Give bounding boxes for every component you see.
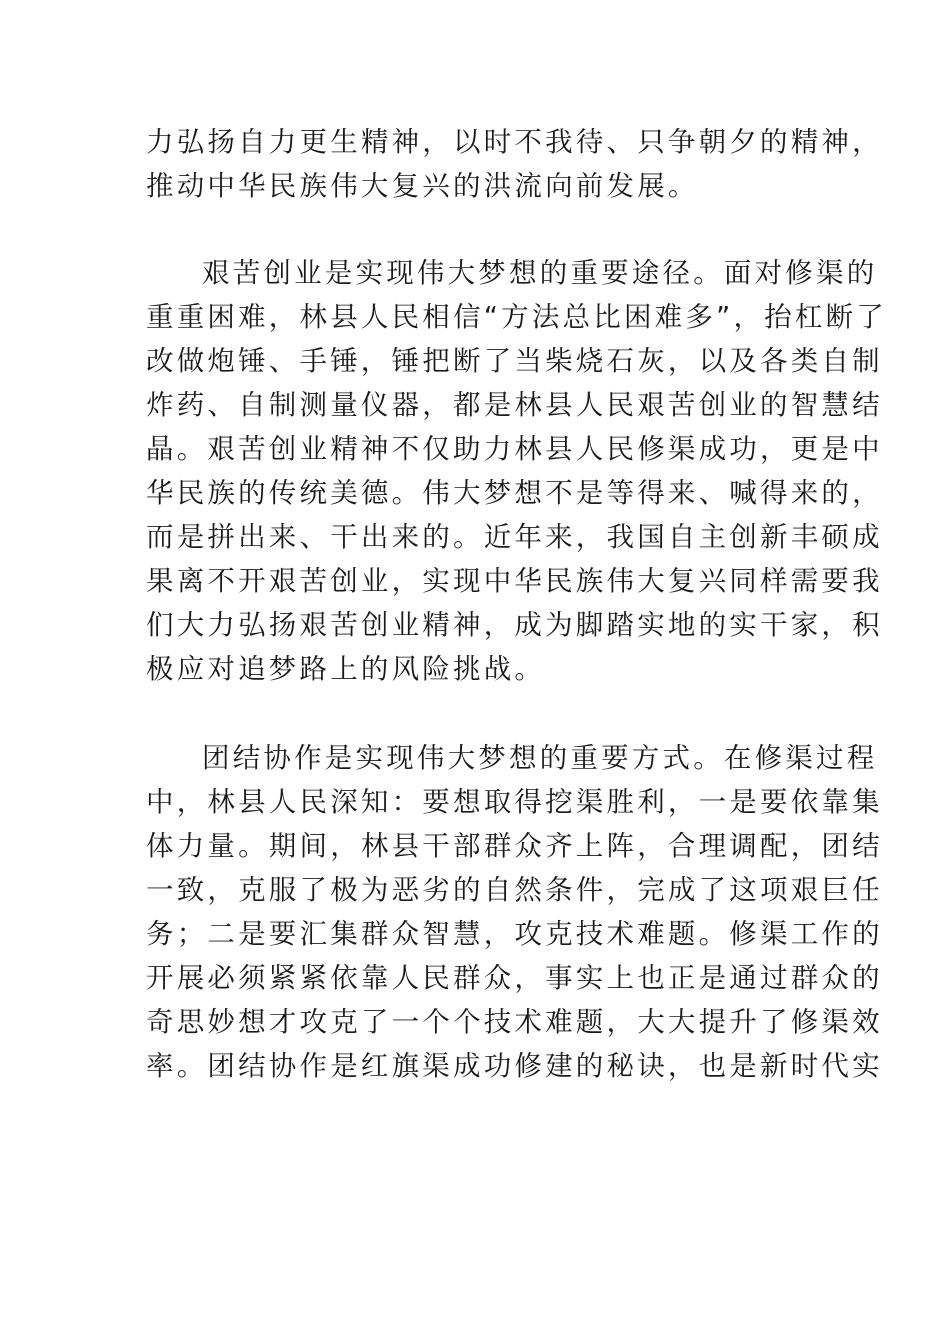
paragraph-3-line-1: 团结协作是实现伟大梦想的重要方式。在修渠过程: [202, 742, 878, 774]
paragraph-3-line-7: 奇思妙想才攻克了一个个技术难题，大大提升了修渠效: [146, 1006, 883, 1038]
paragraph-2-line-8: 果离不开艰苦创业，实现中华民族伟大复兴同样需要我: [146, 565, 883, 597]
paragraph-1-line-2: 推动中华民族伟大复兴的洪流向前发展。: [146, 170, 699, 202]
paragraph-3-line-3: 体力量。期间，林县干部群众齐上阵，合理调配，团结: [146, 830, 883, 862]
paragraph-2-line-9: 们大力弘扬艰苦创业精神，成为脚踏实地的实干家，积: [146, 609, 883, 641]
paragraph-2-line-2: 重重困难，林县人民相信“方法总比困难多”，抬杠断了: [146, 301, 887, 333]
paragraph-2-line-6: 华民族的传统美德。伟大梦想不是等得来、喊得来的，: [146, 477, 883, 509]
paragraph-3-line-4: 一致，克服了极为恶劣的自然条件，完成了这项艰巨任: [146, 874, 883, 906]
paragraph-2-line-7: 而是拼出来、干出来的。近年来，我国自主创新丰硕成: [146, 521, 883, 553]
paragraph-3-line-6: 开展必须紧紧依靠人民群众，事实上也正是通过群众的: [146, 962, 883, 994]
paragraph-2-line-4: 炸药、自制测量仪器，都是林县人民艰苦创业的智慧结: [146, 389, 883, 421]
paragraph-1-line-1: 力弘扬自力更生精神，以时不我待、只争朝夕的精神，: [146, 126, 883, 158]
paragraph-2-line-5: 晶。艰苦创业精神不仅助力林县人民修渠成功，更是中: [146, 433, 883, 465]
paragraph-2-line-10: 极应对追梦路上的风险挑战。: [146, 653, 546, 685]
paragraph-2-line-3: 改做炮锤、手锤，锤把断了当柴烧石灰，以及各类自制: [146, 345, 883, 377]
paragraph-3-line-8: 率。团结协作是红旗渠成功修建的秘诀，也是新时代实: [146, 1050, 883, 1082]
paragraph-2-line-1: 艰苦创业是实现伟大梦想的重要途径。面对修渠的: [202, 257, 878, 289]
paragraph-3-line-5: 务；二是要汇集群众智慧，攻克技术难题。修渠工作的: [146, 918, 883, 950]
paragraph-3-line-2: 中，林县人民深知：要想取得挖渠胜利，一是要依靠集: [146, 786, 883, 818]
